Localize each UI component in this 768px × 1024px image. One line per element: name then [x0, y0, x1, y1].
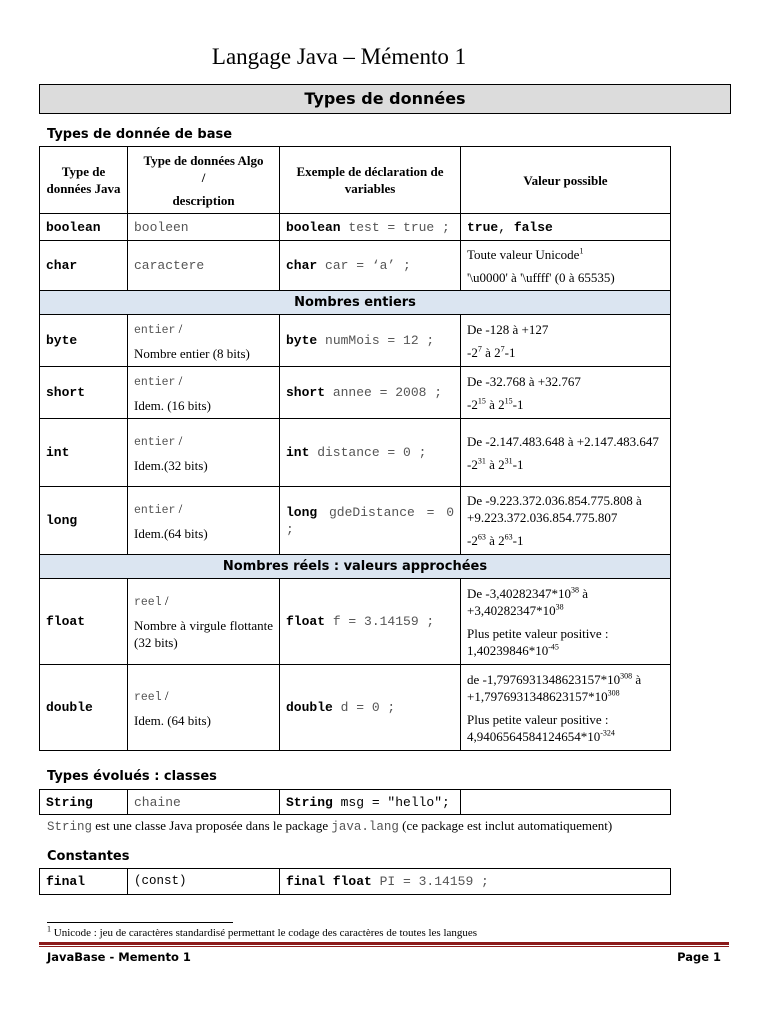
value-exp: 63: [477, 532, 486, 542]
example-cell: [280, 579, 461, 665]
value-line: [467, 246, 664, 263]
string-note: [47, 818, 612, 834]
algo-sep: /: [161, 593, 169, 608]
value-line: De -128 à +127: [467, 321, 549, 337]
band-row-reals: [40, 555, 671, 579]
value-part: à +3,40282347*10: [467, 585, 589, 618]
header-algo-bottom: description: [172, 192, 235, 208]
algo-word: entier: [134, 435, 176, 449]
note-text: (ce package est inclut automatiquement): [398, 818, 613, 833]
header-java-type: Type de données Java: [40, 147, 128, 214]
footnote-ref: 1: [579, 246, 584, 256]
value-line: De -9.223.372.036.854.775.808 à +9.223.372.036.854.775.807: [467, 493, 642, 525]
type-cell: char: [40, 241, 128, 291]
value-cell: [461, 790, 671, 815]
base-types-table: [39, 146, 671, 751]
value-part: 1,40239846*10: [467, 642, 549, 658]
value-part: 4,9406564584124654*10: [467, 728, 601, 744]
note-package: java.lang: [331, 820, 399, 834]
example-keyword: byte: [286, 333, 318, 348]
example-rest: PI = 3.14159 ;: [371, 874, 489, 889]
footer-title: JavaBase - Memento 1: [47, 950, 191, 964]
value-sep: ,: [498, 219, 514, 235]
example-keyword: float: [286, 614, 326, 629]
type-cell: long: [40, 487, 128, 555]
band-row-integers: [40, 291, 671, 315]
note-class: String: [47, 820, 93, 834]
table-row: [40, 214, 671, 241]
value-line: De -2.147.483.648 à +2.147.483.647: [467, 433, 659, 449]
value-part: -1: [512, 396, 524, 412]
example-cell: [280, 214, 461, 241]
value-line: De -32.768 à +32.767: [467, 373, 581, 389]
example-rest: msg = "hello";: [332, 794, 450, 810]
algo-sep: /: [175, 500, 183, 516]
algo-cell: [128, 315, 280, 367]
algo-cell: [128, 579, 280, 665]
band-label: Nombres entiers: [40, 291, 671, 315]
algo-desc: Nombre à virgule flottante (32 bits): [134, 618, 273, 650]
value-text: Toute valeur Unicode: [467, 246, 580, 262]
value-part: -2: [467, 344, 478, 360]
example-cell: [280, 665, 461, 751]
footnote-rule: [47, 922, 233, 923]
algo-sep: /: [175, 432, 183, 448]
value-cell: [461, 367, 671, 419]
type-cell: int: [40, 419, 128, 487]
algo-sep: /: [161, 687, 169, 703]
value-part: -2: [467, 533, 478, 548]
value-exp: 15: [504, 396, 513, 406]
example-keyword: boolean: [286, 219, 341, 235]
algo-cell: [128, 665, 280, 751]
value-part: à +1,7976931348623157*10: [467, 671, 642, 704]
band-label: Nombres réels : valeurs approchées: [40, 555, 671, 579]
type-cell: short: [40, 367, 128, 419]
algo-word: reel: [134, 596, 162, 609]
section-heading-base: Types de donnée de base: [47, 127, 233, 142]
value-true: true: [467, 219, 499, 235]
table-row: [40, 419, 671, 487]
header-example: Exemple de déclaration de variables: [280, 147, 461, 214]
table-row: [40, 869, 671, 895]
header-algo-type: [128, 147, 280, 214]
algo-line: [134, 500, 273, 519]
algo-line: [134, 372, 273, 391]
type-cell: boolean: [40, 214, 128, 241]
value-part: -1: [512, 456, 524, 472]
value-false: false: [513, 219, 553, 235]
example-rest: gdeDistance = 0 ;: [286, 504, 454, 537]
algo-cell: [128, 367, 280, 419]
value-exp: 31: [477, 456, 486, 466]
algo-word: entier: [134, 375, 176, 389]
algo-word: reel: [134, 690, 162, 704]
example-rest: annee = 2008 ;: [325, 385, 443, 400]
table-row: [40, 487, 671, 555]
value-exp: 63: [504, 532, 513, 542]
document-title: Langage Java – Mémento 1: [211, 44, 467, 69]
value-part: à 2: [481, 344, 501, 360]
table-row: [40, 790, 671, 815]
algo-cell: caractere: [128, 241, 280, 291]
value-part: -2: [467, 396, 478, 412]
value-line: [467, 728, 664, 745]
value-line: [467, 585, 664, 619]
algo-cell: (const): [128, 869, 280, 895]
type-cell: double: [40, 665, 128, 751]
algo-line: [134, 592, 273, 611]
value-exp: -45: [548, 642, 559, 652]
footnote: [47, 924, 478, 939]
value-cell: [461, 579, 671, 665]
type-cell: final: [40, 869, 128, 895]
algo-cell: booleen: [128, 214, 280, 241]
footnote-number: 1: [47, 924, 51, 934]
algo-word: entier: [134, 323, 176, 337]
value-exp: 31: [504, 456, 513, 466]
algo-cell: [128, 419, 280, 487]
algo-cell: [128, 487, 280, 555]
table-row: [40, 665, 671, 751]
value-line: Plus petite valeur positive :: [467, 625, 609, 641]
value-part: De -3,40282347*10: [467, 585, 571, 601]
value-part: à 2: [485, 533, 505, 548]
note-text: est une classe Java proposée dans le package: [92, 818, 332, 833]
table-header-row: [40, 147, 671, 214]
value-line: '\u0000' à '\uffff' (0 à 65535): [467, 269, 615, 285]
value-part: -1: [504, 344, 516, 360]
value-exp: 15: [477, 396, 486, 406]
value-line: [467, 456, 664, 473]
example-rest: f = 3.14159 ;: [325, 614, 435, 629]
algo-desc: Nombre entier (8 bits): [134, 345, 250, 361]
example-rest: numMois = 12 ;: [317, 333, 435, 348]
example-cell: [280, 315, 461, 367]
value-exp: 38: [571, 585, 579, 595]
value-cell: [461, 487, 671, 555]
example-cell: [280, 790, 461, 815]
header-algo-sep: /: [201, 169, 206, 185]
example-cell: [280, 487, 461, 555]
example-keyword: char: [286, 258, 318, 273]
table-row: [40, 241, 671, 291]
example-rest: test = true ;: [340, 219, 450, 235]
footnote-text: Unicode : jeu de caractères standardisé permettant le codage des caractères de toutes les langues: [51, 927, 478, 939]
header-algo-top: Type de données Algo: [143, 152, 264, 168]
type-cell: byte: [40, 315, 128, 367]
value-exp: 38: [555, 602, 564, 612]
value-part: -1: [512, 533, 524, 548]
value-exp: -324: [600, 728, 615, 738]
value-line: [467, 671, 664, 705]
example-cell: [280, 367, 461, 419]
example-keyword: double: [286, 700, 333, 715]
algo-desc: Idem.(64 bits): [134, 525, 208, 541]
value-exp: 308: [620, 671, 633, 681]
example-keyword: long: [286, 504, 318, 520]
value-cell: [461, 315, 671, 367]
example-cell: [280, 869, 671, 895]
section-banner: Types de données: [39, 84, 731, 114]
example-rest: distance = 0 ;: [309, 445, 427, 460]
value-line: [467, 532, 664, 549]
footer-rule: [39, 942, 729, 945]
header-values: Valeur possible: [461, 147, 671, 214]
page-number: Page 1: [677, 950, 721, 964]
algo-line: [134, 687, 273, 706]
type-cell: String: [40, 790, 128, 815]
value-cell: [461, 665, 671, 751]
value-cell: [461, 241, 671, 291]
value-cell: [461, 214, 671, 241]
constants-table: [39, 868, 671, 895]
algo-desc: Idem.(32 bits): [134, 457, 208, 473]
algo-sep: /: [175, 372, 183, 388]
example-cell: [280, 419, 461, 487]
value-exp: 7: [477, 344, 482, 354]
section-heading-classes: Types évolués : classes: [47, 769, 217, 784]
table-row: [40, 315, 671, 367]
value-line: Plus petite valeur positive :: [467, 711, 609, 727]
value-exp: 308: [607, 688, 620, 698]
algo-word: entier: [134, 503, 176, 517]
example-keyword: final float: [286, 874, 372, 889]
value-line: [467, 642, 664, 659]
example-keyword: short: [286, 385, 326, 400]
value-line: [467, 344, 664, 361]
section-heading-constants: Constantes: [47, 849, 130, 864]
algo-desc: Idem. (64 bits): [134, 712, 211, 728]
example-keyword: int: [286, 445, 310, 460]
algo-line: [134, 320, 273, 339]
classes-table: [39, 789, 671, 815]
value-part: de -1,7976931348623157*10: [467, 671, 621, 687]
example-keyword: String: [286, 794, 333, 810]
algo-sep: /: [175, 320, 183, 336]
value-part: à 2: [485, 456, 505, 472]
algo-line: [134, 432, 273, 451]
value-line: [467, 396, 664, 413]
value-cell: [461, 419, 671, 487]
example-rest: d = 0 ;: [332, 700, 396, 715]
type-cell: float: [40, 579, 128, 665]
example-rest: car = ‘a’ ;: [317, 258, 411, 273]
footer-rule-thin: [39, 946, 729, 947]
value-part: à 2: [485, 396, 505, 412]
example-cell: [280, 241, 461, 291]
table-row: [40, 579, 671, 665]
algo-desc: Idem. (16 bits): [134, 397, 211, 413]
table-row: [40, 367, 671, 419]
value-exp: 7: [500, 344, 505, 354]
algo-cell: chaine: [128, 790, 280, 815]
value-part: -2: [467, 456, 478, 472]
